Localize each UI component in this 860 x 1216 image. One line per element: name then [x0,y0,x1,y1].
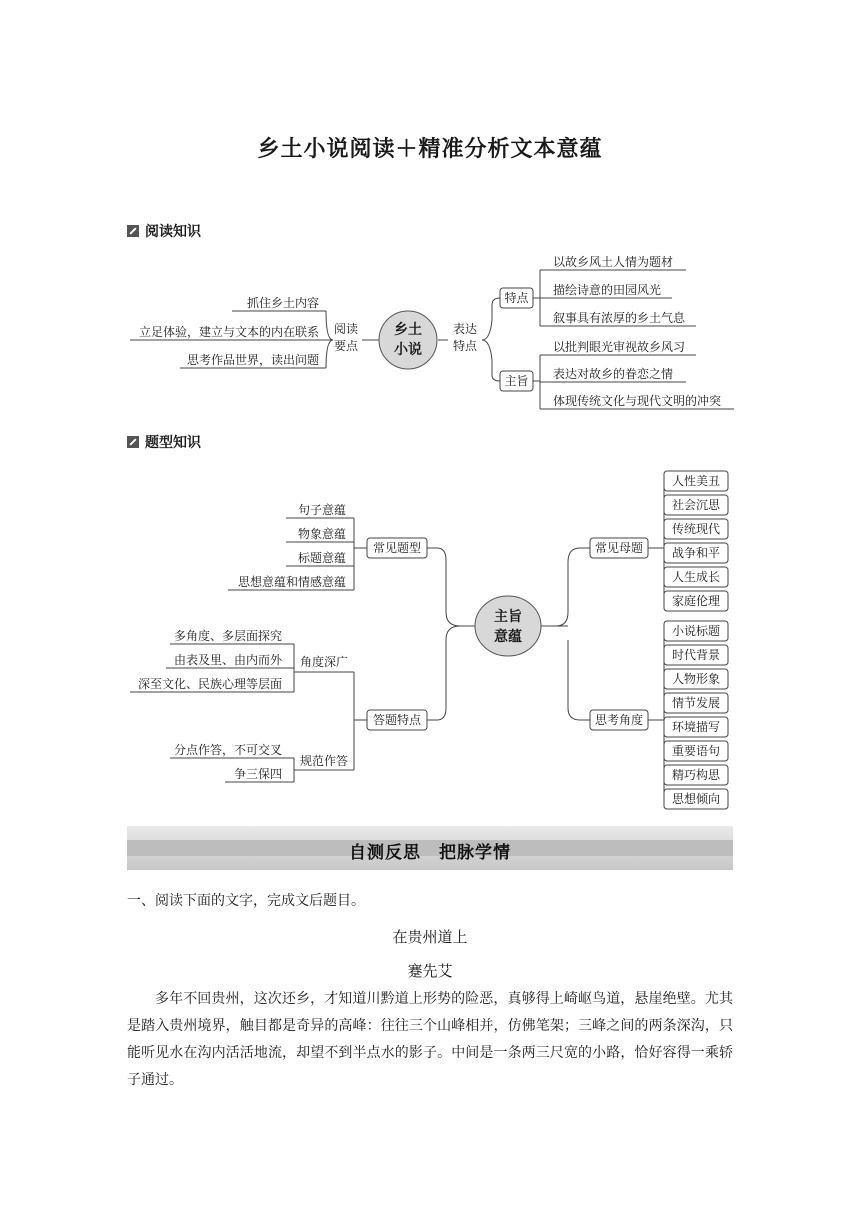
angle-item: 重要语句 [671,744,721,758]
motif-item: 人生成长 [671,570,721,584]
center-text-2: 小说 [394,342,422,358]
feature-item: 以故乡风土人情为题材 [553,255,674,269]
depth-item: 深至文化、民族心理等层面 [137,677,282,691]
story-author: 蹇先艾 [407,962,453,980]
depth-item: 由表及里、由内而外 [173,653,282,667]
banner-title: 自测反思 把脉学情 [349,843,511,863]
branch-theme: 主旨 [504,374,529,388]
left-label-2: 要点 [333,339,359,353]
angle-item: 小说标题 [671,624,721,638]
page-title: 乡土小说阅读＋精准分析文本意蕴 [257,137,603,162]
angle-item: 思想倾向 [671,792,721,806]
type-item: 标题意蕴 [297,551,346,565]
center-node [475,596,541,656]
center-text-2: 意蕴 [494,629,522,645]
angle-item: 情节发展 [671,696,721,710]
left-item: 思考作品世界，读出问题 [186,353,319,367]
type-item: 句子意蕴 [297,503,346,517]
depth-item: 多角度、多层面探究 [173,629,282,643]
angle-item: 人物形象 [671,672,721,686]
feature-item: 叙事具有浓厚的乡土气息 [553,311,686,325]
motif-item: 传统现代 [671,522,721,536]
story-paragraph: 多年不回贵州，这次还乡，才知道川黔道上形势的险恶，真够得上崎岖鸟道，悬崖绝壁。尤其是踏入贵州境界，触目都是奇异的高峰：往往三个山峰相并，仿佛笔架；三峰之间的两条深沟，只能听见水在沟内活活地流，却望不到半点水的影子。中间是一条两三尺宽的小路，恰好容得一乘轿子通过。 [127,991,733,1088]
branch-angles: 思考角度 [594,713,644,727]
theme-item: 以批判眼光审视故乡风习 [553,340,686,354]
type-item: 物象意蕴 [297,527,346,541]
left-item: 抓住乡土内容 [246,296,319,310]
question-instruction: 一、阅读下面的文字，完成文后题目。 [127,893,365,909]
right-label-1: 表达 [452,322,478,336]
motif-item: 家庭伦理 [671,594,721,608]
branch-norm: 规范作答 [299,754,349,768]
section-title: 题型知识 [145,435,201,451]
norm-item: 争三保四 [233,767,282,781]
motif-item: 战争和平 [671,546,721,560]
motif-item: 人性美丑 [671,474,721,488]
left-item: 立足体验，建立与文本的内在联系 [138,325,319,339]
feature-item: 描绘诗意的田园风光 [553,283,662,297]
section-banner [127,826,733,870]
angle-item: 精巧构思 [671,768,721,782]
section-title: 阅读知识 [145,224,201,240]
angle-item: 环境描写 [671,720,721,734]
norm-item: 分点作答，不可交叉 [173,743,282,757]
center-text-1: 乡土 [394,322,422,338]
branch-features: 特点 [504,291,529,305]
right-label-2: 特点 [452,339,478,353]
story-title: 在贵州道上 [392,928,468,946]
angle-item: 时代背景 [671,648,721,662]
theme-item: 表达对故乡的眷恋之情 [553,367,674,381]
branch-depth: 角度深广 [299,655,349,669]
branch-common-types: 常见题型 [372,541,422,555]
branch-motifs: 常见母题 [594,541,644,555]
center-text-1: 主旨 [494,609,522,625]
left-label-1: 阅读 [333,322,359,336]
motif-item: 社会沉思 [671,498,721,512]
branch-answer: 答题特点 [372,713,422,727]
theme-item: 体现传统文化与现代文明的冲突 [553,394,722,408]
type-item: 思想意蕴和情感意蕴 [237,575,346,589]
